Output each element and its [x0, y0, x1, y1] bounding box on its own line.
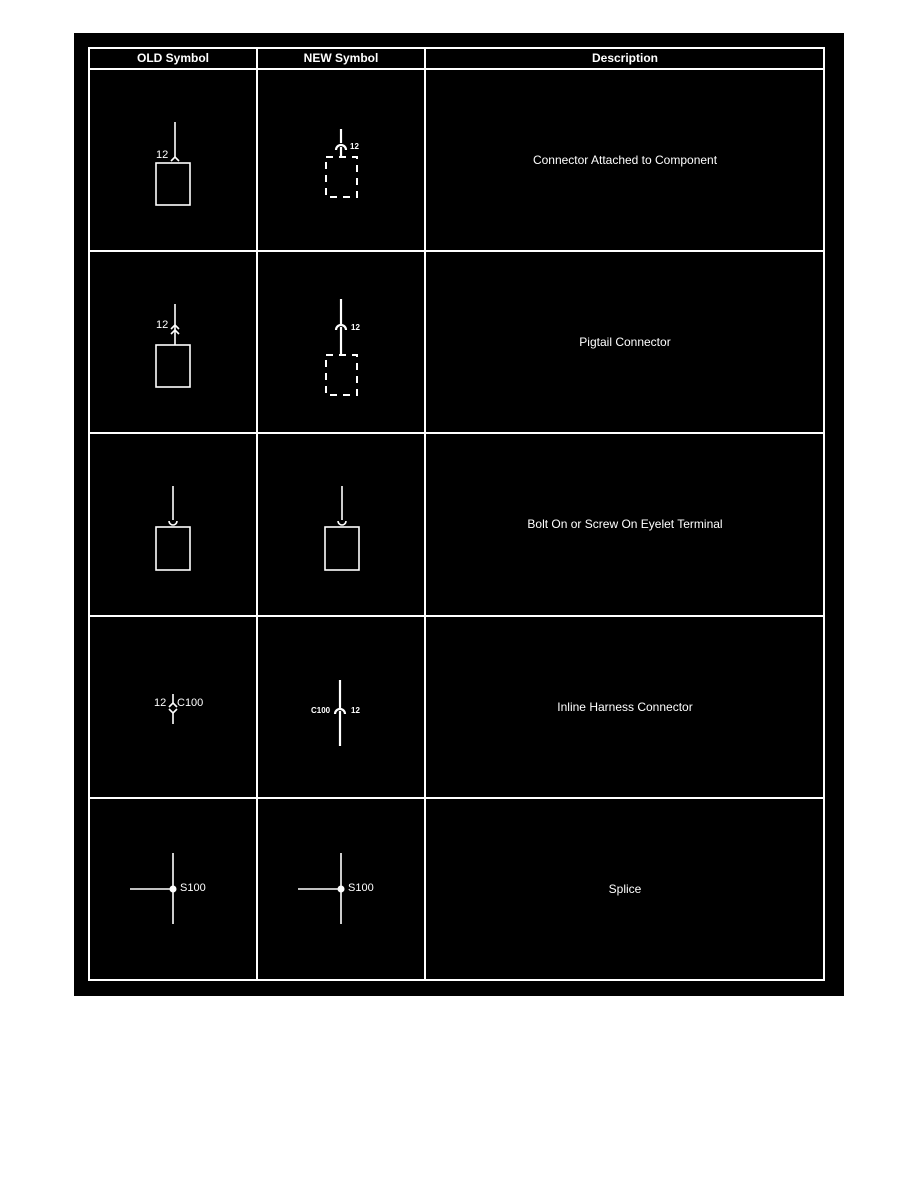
new-symbol-pigtail-connector [310, 295, 390, 405]
description-splice: Splice [608, 882, 642, 896]
old-inline-connector-id: C100 [177, 697, 204, 709]
old-symbol-connector-attached [134, 113, 214, 213]
description-eyelet-terminal: Bolt On or Screw On Eyelet Terminal [527, 517, 723, 531]
new-splice-label: S100 [348, 882, 374, 894]
old-splice-label: S100 [180, 882, 206, 894]
new-inline-connector-id: C100 [311, 706, 331, 715]
new-connector-pin-label: 12 [350, 142, 359, 151]
description-inline-connector: Inline Harness Connector [557, 700, 693, 714]
old-symbol-pigtail-connector [134, 295, 214, 395]
old-symbol-eyelet-terminal [134, 478, 214, 578]
new-inline-pin-label: 12 [351, 706, 360, 715]
old-symbol-inline-connector [154, 688, 194, 738]
new-symbol-connector-attached [310, 125, 390, 205]
header-description: Description [591, 51, 659, 65]
header-old-symbol: OLD Symbol [136, 51, 210, 65]
description-pigtail-connector: Pigtail Connector [579, 335, 671, 349]
old-connector-pin-label: 12 [156, 149, 169, 161]
header-new-symbol: NEW Symbol [303, 51, 379, 65]
new-symbol-splice [296, 851, 356, 926]
new-symbol-eyelet-terminal [303, 478, 383, 578]
old-inline-pin-label: 12 [154, 697, 167, 709]
description-connector-attached: Connector Attached to Component [532, 153, 718, 167]
symbol-table-panel [74, 33, 844, 996]
old-symbol-splice [128, 851, 188, 926]
new-pigtail-pin-label: 12 [351, 323, 360, 332]
old-pigtail-pin-label: 12 [156, 319, 169, 331]
